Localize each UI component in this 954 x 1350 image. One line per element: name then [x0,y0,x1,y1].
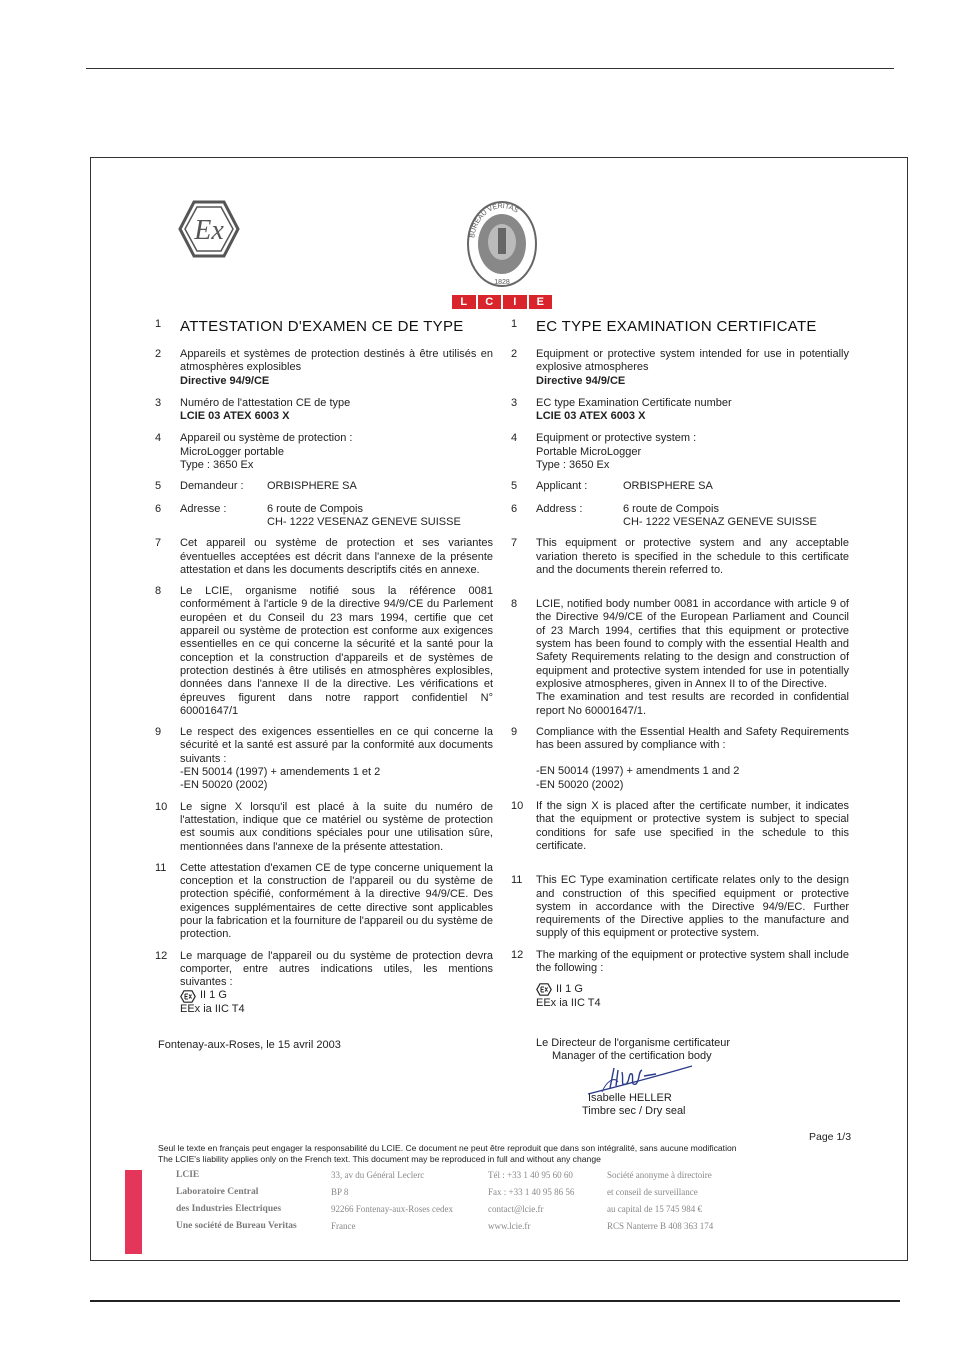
en-section-10 [511,800,849,853]
en-section-12 [511,949,849,1010]
section-number: 8 [155,585,162,598]
section-number: 7 [511,537,518,550]
en-certificate-number: LCIE 03 ATEX 6003 X [536,410,646,423]
section-number: 6 [155,502,162,515]
footer-line: Tél : +33 1 40 95 60 60 [488,1170,573,1180]
fr-s9-text: Le respect des exigences essentielles en ce qui concerne la sécurité et la santé est assuré par la conformité aux documents suivants : [180,726,493,765]
footer-line: BP 8 [331,1187,349,1197]
section-number: 11 [511,874,523,887]
footer-line: des Industries Electriques [176,1204,282,1214]
en-address-value: 6 route de Compois CH- 1222 VESENAZ GENEVE SUISSE [623,502,817,528]
seal-label: Timbre sec / Dry seal [582,1104,686,1117]
en-section-2 [511,348,849,388]
en-directive: Directive 94/9/CE [536,374,626,387]
en-s9-text: Compliance with the Essential Health and Safety Requirements has been assured by compliance with : [536,725,849,752]
lcie-letter: E [529,295,553,309]
section-number: 10 [511,800,524,813]
fr-address-value: 6 route de Compois CH- 1222 VESENAZ GENEVE SUISSE [267,502,461,528]
footer-line: Société anonyme à directoire [607,1170,712,1180]
section-number: 3 [155,396,162,409]
svg-text:BUREAU VERITAS: BUREAU VERITAS [469,202,520,239]
footer-line: 33, av du Général Leclerc [331,1170,425,1180]
signatory-name: Isabelle HELLER [588,1091,672,1104]
disclaimer-en: The LCIE's liability applies only on the French text. This document may be reproduced in full and without any change [158,1153,601,1164]
fr-section-9 [155,726,493,792]
section-number: 2 [155,348,162,360]
en-marking [536,983,849,996]
section-number: 12 [155,949,168,962]
en-section-4 [511,432,849,472]
en-s4-text: Equipment or protective system : Portable MicroLogger Type : 3650 Ex [536,432,697,472]
section-number: 4 [511,432,518,445]
fr-s10-text: Le signe X lorsqu'il est placé à la suite du numéro de l'attestation, indique que ce matériel ou système de protection est soumis aux conditions spéciales pour une utilisation sûre, mentionnées dans l'annexe de la présente attestation. [180,800,493,853]
lcie-letter: C [478,295,502,309]
footer-line: contact@lcie.fr [488,1204,544,1214]
en-s10-text: If the sign X is placed after the certificate number, it indicates that the equipment or protective system is subject to special conditions for safe use specified in the schedule to this certificate. [536,800,849,852]
footer-company [176,1167,297,1235]
en-address-label: Address : [536,502,583,515]
footer-line: Fax : +33 1 40 95 86 56 [488,1187,575,1197]
fr-section-2 [155,348,493,388]
fr-applicant-value: ORBISPHERE SA [267,480,357,493]
ex-mark-icon [180,990,196,1003]
lcie-logo-bar [452,295,552,309]
section-number: 2 [511,348,518,360]
fr-s8-text: Le LCIE, organisme notifié sous la référence 0081 conformément à l'article 9 de la directive 94/9/CE du Parlement européen et du Conseil du 23 mars 1994, certifie que cet appareil ou système de protection est conforme aux exigences essentielles en ce qui concerne la sécurité et la santé pour la conception et la construction d'appareils et de systèmes de protection destinés à être utilisés en atmosphères explosibles, données dans l'annexe II de la directive. Les vérifications et épreuves figurent dans notre rapport confidentiel N° 60001647/1 [180,585,493,717]
fr-section-3 [155,397,493,424]
footer-rule [90,1300,900,1302]
english-column [511,318,849,1010]
fr-place-date: Fontenay-aux-Roses, le 15 avril 2003 [158,1039,341,1051]
section-number: 10 [155,800,168,813]
fr-s3-text: Numéro de l'attestation CE de type [180,396,351,409]
fr-marking-protection: EEx ia IIC T4 [180,1002,245,1015]
director-label-fr: Le Directeur de l'organisme certificateur [536,1037,731,1049]
en-section-8 [511,598,849,718]
en-s8-report: The examination and test results are recorded in confidential report No 60001647/1. [536,691,849,717]
footer-line: Une société de Bureau Veritas [176,1221,297,1231]
fr-section-5 [155,480,493,493]
handwritten-signature [584,1062,696,1098]
footer-line: 92266 Fontenay-aux-Roses cedex [331,1204,453,1214]
en-section-11 [511,874,849,940]
footer-line: au capital de 15 745 984 € [607,1204,702,1214]
section-number: 7 [155,537,162,550]
en-section-3 [511,397,849,424]
fr-section-7 [155,537,493,577]
footer-line: LCIE [176,1170,200,1180]
en-section-9 [511,726,849,792]
en-section-7 [511,537,849,577]
en-marking-group: II 1 G [556,983,583,996]
fr-section-10 [155,801,493,854]
ex-mark-icon [536,983,552,996]
svg-text:Ex: Ex [194,215,224,246]
fr-standards-list: -EN 50014 (1997) + amendements 1 et 2 -EN 50020 (2002) [180,766,381,792]
fr-s11-text: Cette attestation d'examen CE de type concerne uniquement la conception et la construction de l'appareil ou du système de protection spécifié, conformément à la directive 94/9/CE. Des exigences supplémentaires de cette directive sont applicables pour la fabrication et la fourniture de l'appareil ou du système de protection. [180,861,493,941]
en-section-5 [511,480,849,493]
fr-s2-text: Appareils et systèmes de protection destinés à être utilisés en atmosphères explosibles [180,348,493,374]
director-label-en: Manager of the certification body [552,1050,712,1063]
fr-marking-group: II 1 G [200,989,227,1002]
section-number: 11 [155,861,167,874]
footer-line: RCS Nanterre B 408 363 174 [607,1221,714,1231]
en-applicant-value: ORBISPHERE SA [623,480,713,493]
en-s11-text: This EC Type examination certificate relates only to the design and construction of this specified equipment or protective system in accordance with the Directive 94/9/EC. Further requirements of the Directive applies to the manufacture and supply of this equipment or protective system. [536,874,849,940]
header-rule [86,68,894,69]
page-number: Page 1/3 [809,1131,852,1143]
section-number: 12 [511,948,524,961]
en-marking-protection: EEx ia IIC T4 [536,996,601,1009]
footer-contact [488,1167,574,1235]
section-number: 4 [155,432,162,445]
en-standards-list: -EN 50014 (1997) + amendments 1 and 2 -EN 50020 (2002) [536,765,740,791]
en-section-6 [511,503,849,530]
svg-text:1828: 1828 [494,279,510,286]
french-column [155,318,493,1016]
section-number: 1 [511,318,518,330]
footer-address [331,1167,453,1235]
atex-ex-icon [178,200,240,258]
disclaimer [158,1143,737,1164]
en-applicant-label: Applicant : [536,480,588,493]
fr-applicant-label: Demandeur : [180,480,244,493]
en-section-1 [511,318,849,336]
lcie-letter: I [503,295,527,309]
section-number: 9 [155,726,162,739]
en-s8-text: LCIE, notified body number 0081 in accordance with article 9 of the Directive 94/9/CE of the European Parliament and Council of 23 March 1994, certifies that this equipment or protective system has been found to comply with the essential Health and Safety Requirements relating to the design and construction of equipment and protective system intended for use in potentially explosive atmospheres, given in Annex II to of the Directive. [536,598,849,690]
en-s3-text: EC type Examination Certificate number [536,396,732,409]
section-number: 9 [511,725,518,738]
footer-line: www.lcie.fr [488,1221,531,1231]
fr-directive: Directive 94/9/CE [180,374,270,387]
footer-line: et conseil de surveillance [607,1187,698,1197]
fr-s4-text: Appareil ou système de protection : MicroLogger portable Type : 3650 Ex [180,432,353,472]
fr-section-11 [155,862,493,942]
footer-legal [607,1167,713,1235]
en-s2-text: Equipment or protective system intended for use in potentially explosive atmospheres [536,348,849,374]
fr-section-6 [155,503,493,530]
footer-line: France [331,1221,356,1231]
fr-section-4 [155,432,493,472]
fr-address-label: Adresse : [180,502,227,515]
section-number: 3 [511,396,518,409]
fr-s12-text: Le marquage de l'appareil ou du système de protection devra comporter, entre autres indications utiles, les mentions suivantes : [180,949,493,989]
lcie-red-strip [125,1170,142,1254]
fr-section-12 [155,950,493,1016]
fr-certificate-number: LCIE 03 ATEX 6003 X [180,410,290,423]
fr-section-8 [155,585,493,718]
en-s7-text: This equipment or protective system and any acceptable variation thereto is specified in the schedule to this certificate and the documents therein referred to. [536,537,849,576]
section-number: 1 [155,318,162,330]
lcie-letter: L [452,295,476,309]
fr-title: ATTESTATION D'EXAMEN CE DE TYPE [180,318,464,335]
section-number: 5 [511,480,518,493]
en-s12-text: The marking of the equipment or protective system shall include the following : [536,948,849,974]
bureau-veritas-logo [464,198,540,290]
disclaimer-fr: Seul le texte en français peut engager la responsabilité du LCIE. Ce document ne peut être reproduit que dans son intégralité, sans aucune modification [158,1143,737,1153]
en-title: EC TYPE EXAMINATION CERTIFICATE [536,318,817,335]
fr-section-1 [155,318,493,336]
footer-line: Laboratoire Central [176,1187,259,1197]
fr-s7-text: Cet appareil ou système de protection et ses variantes éventuelles acceptées est décrit dans l'annexe de la présente attestation et dans les documents descriptifs cités en annexe. [180,537,493,576]
section-number: 8 [511,598,518,611]
section-number: 5 [155,480,162,493]
section-number: 6 [511,502,518,515]
fr-marking [180,989,493,1002]
